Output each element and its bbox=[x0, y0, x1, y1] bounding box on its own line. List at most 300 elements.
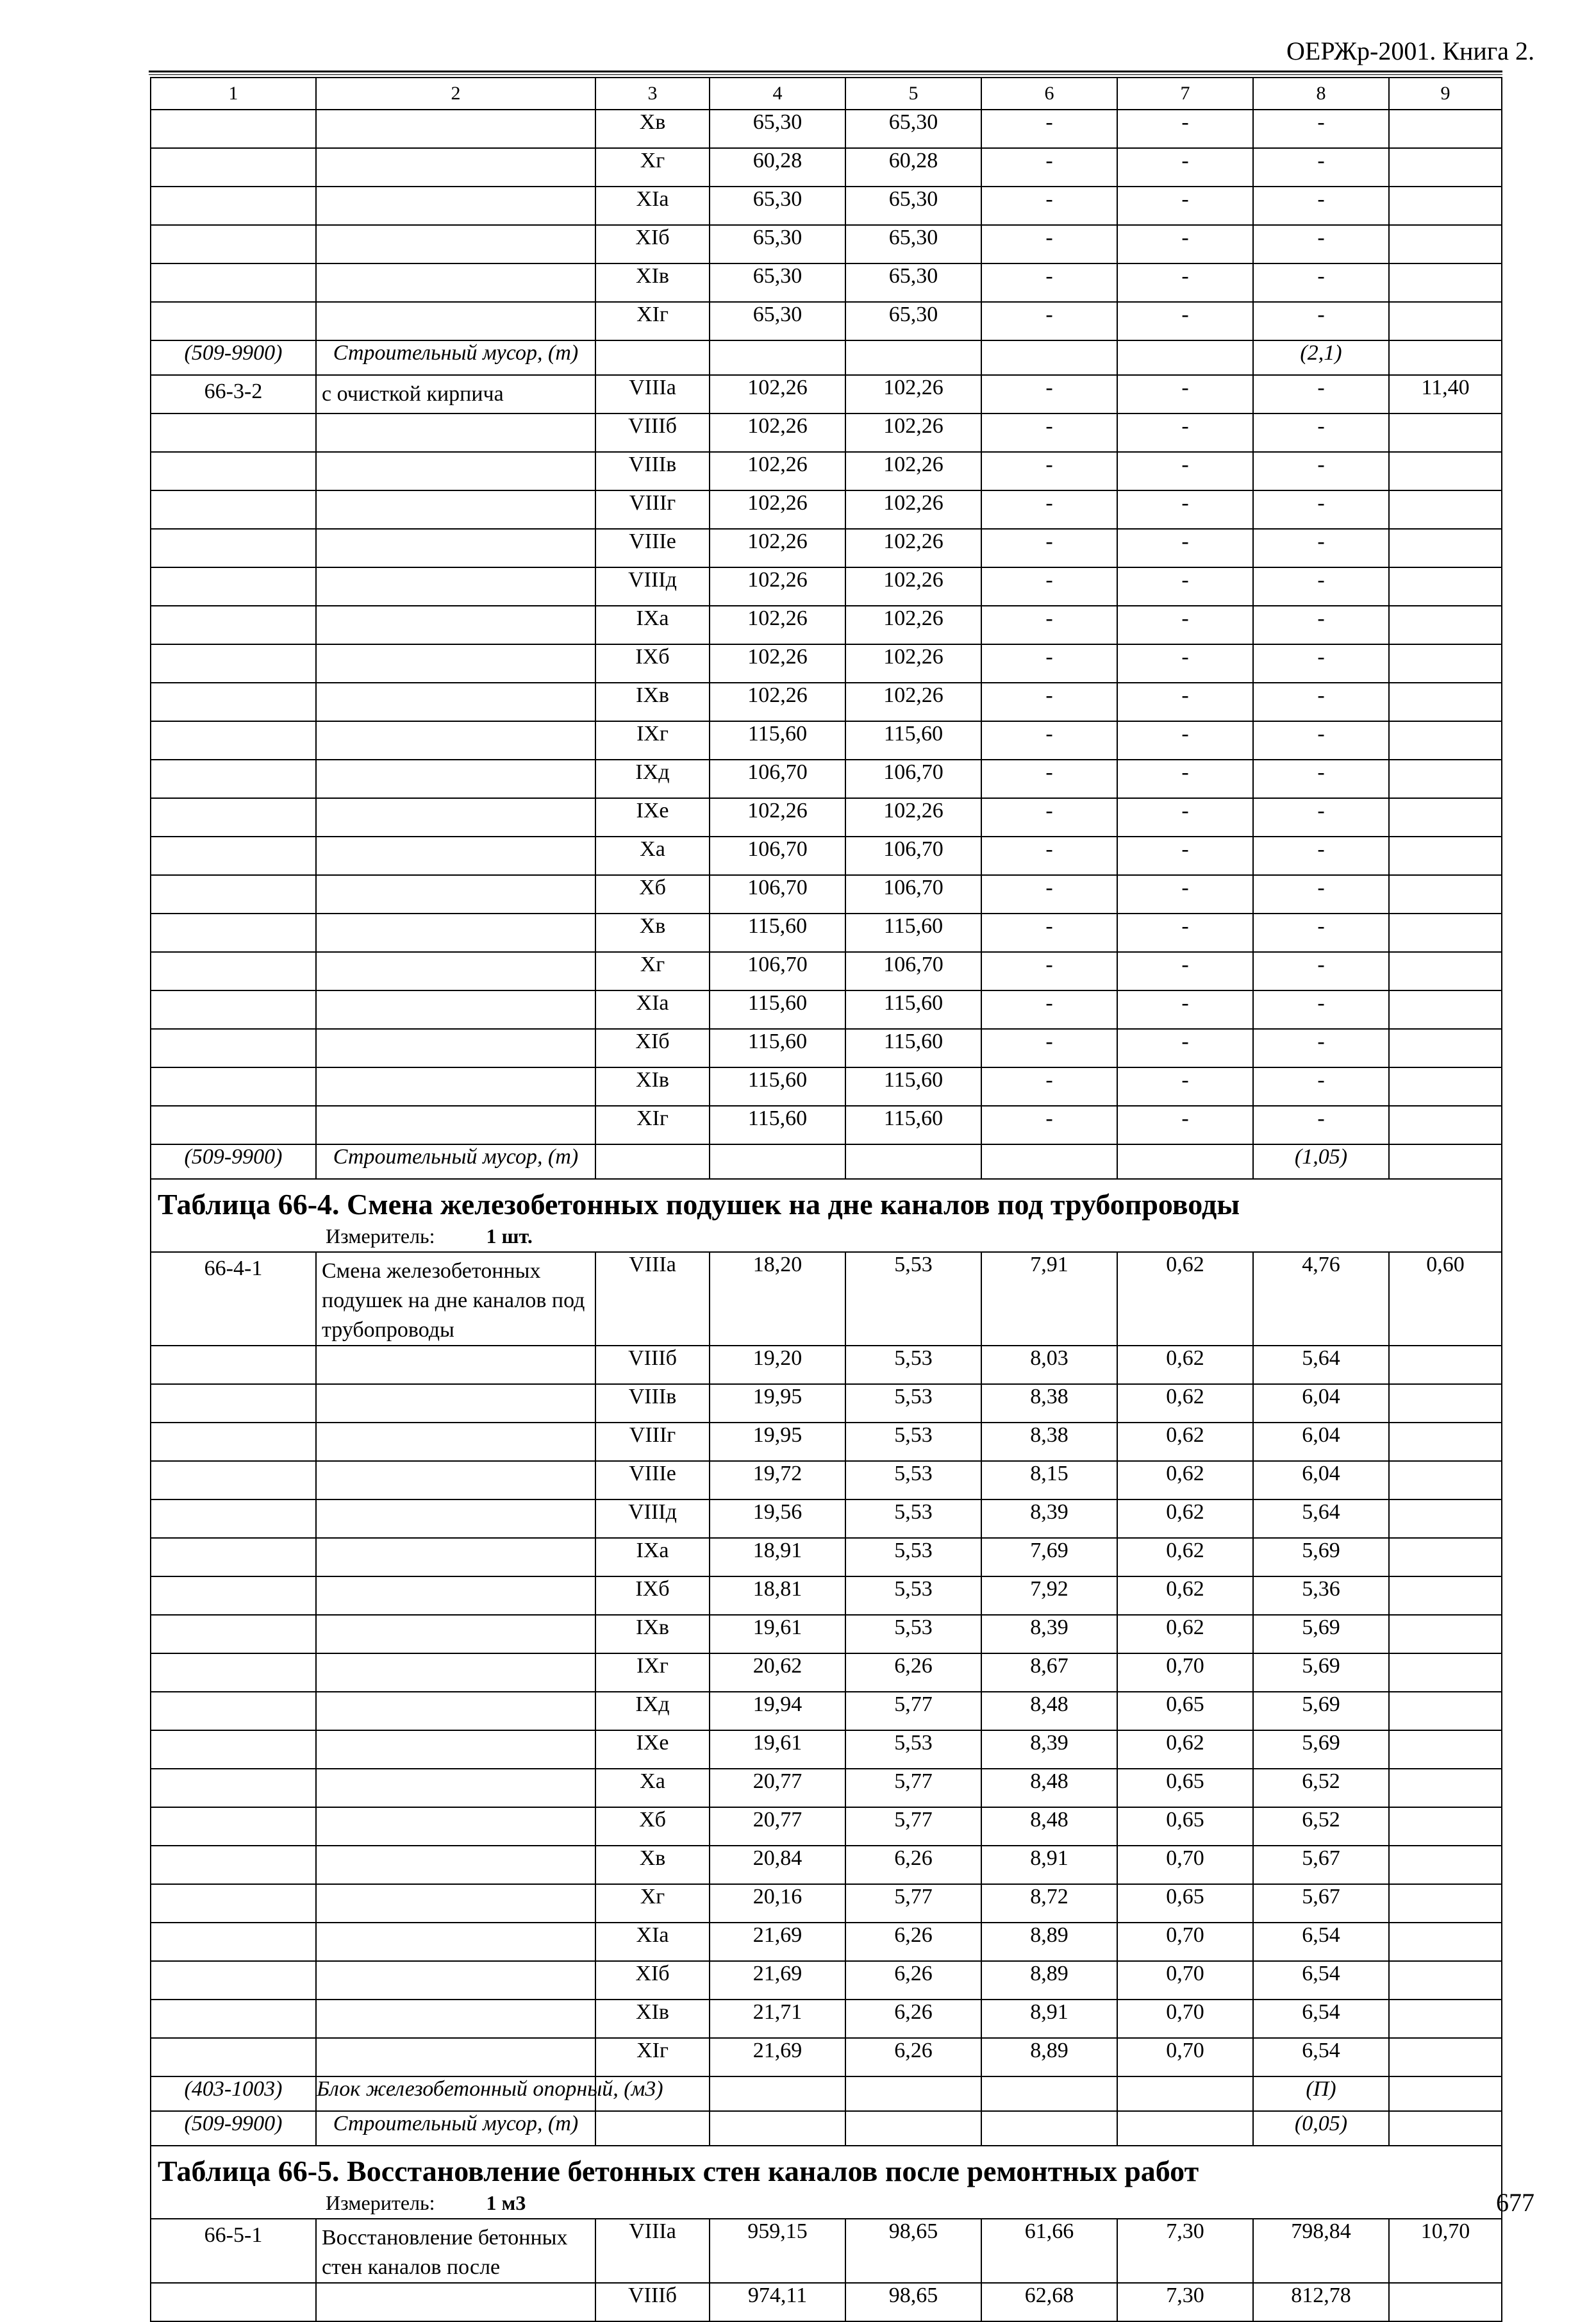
table-row bbox=[151, 1923, 1502, 1961]
value-cell: 102,26 bbox=[845, 413, 981, 452]
value-cell: 19,72 bbox=[710, 1461, 845, 1499]
value-cell: - bbox=[1253, 644, 1389, 683]
description-cell bbox=[316, 263, 595, 302]
value-cell: - bbox=[1117, 187, 1253, 225]
zone-cell: XIв bbox=[595, 263, 710, 302]
value-cell: - bbox=[981, 798, 1117, 837]
value-cell: 5,53 bbox=[845, 1538, 981, 1576]
value-cell: 102,26 bbox=[710, 683, 845, 721]
table-row bbox=[151, 1769, 1502, 1807]
value-cell: 6,26 bbox=[845, 2000, 981, 2038]
zone-cell: IXб bbox=[595, 644, 710, 683]
value-cell: 106,70 bbox=[710, 837, 845, 875]
table-row bbox=[151, 529, 1502, 567]
empty-cell bbox=[710, 2076, 845, 2111]
col9-cell bbox=[1389, 644, 1502, 683]
col9-cell bbox=[1389, 2111, 1502, 2146]
col9-cell bbox=[1389, 413, 1502, 452]
value-cell: 102,26 bbox=[710, 452, 845, 490]
column-number-row bbox=[151, 78, 1502, 110]
col9-cell bbox=[1389, 760, 1502, 798]
column-number-5: 5 bbox=[845, 78, 981, 110]
col9-cell bbox=[1389, 529, 1502, 567]
value-cell: 959,15 bbox=[710, 2219, 845, 2283]
value-cell: 5,67 bbox=[1253, 1846, 1389, 1884]
empty-cell bbox=[845, 1144, 981, 1179]
col9-cell bbox=[1389, 490, 1502, 529]
value-cell: 0,62 bbox=[1117, 1384, 1253, 1423]
code-cell bbox=[151, 952, 316, 990]
table-row bbox=[151, 1961, 1502, 2000]
value-cell: 0,62 bbox=[1117, 1538, 1253, 1576]
page-header-title: ОЕРЖр-2001. Книга 2. bbox=[1286, 37, 1534, 65]
code-cell bbox=[151, 1029, 316, 1067]
zone-cell: IXе bbox=[595, 1730, 710, 1769]
empty-cell bbox=[845, 340, 981, 375]
col9-cell bbox=[1389, 1653, 1502, 1692]
value-cell: - bbox=[1117, 1067, 1253, 1106]
value-cell: 65,30 bbox=[710, 225, 845, 263]
col9-cell bbox=[1389, 148, 1502, 187]
col9-cell: 11,40 bbox=[1389, 375, 1502, 413]
col9-cell bbox=[1389, 340, 1502, 375]
value-cell: - bbox=[1253, 225, 1389, 263]
empty-cell bbox=[1117, 340, 1253, 375]
empty-cell bbox=[710, 2111, 845, 2146]
value-cell: 8,48 bbox=[981, 1692, 1117, 1730]
table-row bbox=[151, 683, 1502, 721]
value-cell: 8,67 bbox=[981, 1653, 1117, 1692]
zone-cell: VIIIе bbox=[595, 529, 710, 567]
value-cell: 6,52 bbox=[1253, 1807, 1389, 1846]
value-cell: 106,70 bbox=[710, 760, 845, 798]
description-cell: Восстановление бетонных стен каналов после bbox=[316, 2219, 595, 2283]
code-cell bbox=[151, 1423, 316, 1461]
value-cell: - bbox=[1117, 225, 1253, 263]
table-row bbox=[151, 1384, 1502, 1423]
zone-cell: IXг bbox=[595, 1653, 710, 1692]
empty-cell bbox=[710, 340, 845, 375]
value-cell: 0,70 bbox=[1117, 2038, 1253, 2076]
value-cell: - bbox=[1253, 567, 1389, 606]
value-cell: 6,04 bbox=[1253, 1423, 1389, 1461]
table-row bbox=[151, 2000, 1502, 2038]
code-cell bbox=[151, 148, 316, 187]
col9-cell bbox=[1389, 606, 1502, 644]
description-cell bbox=[316, 567, 595, 606]
value-cell: 65,30 bbox=[845, 302, 981, 340]
zone-cell: XIв bbox=[595, 2000, 710, 2038]
zone-cell: VIIIе bbox=[595, 1461, 710, 1499]
value-cell: 19,61 bbox=[710, 1730, 845, 1769]
value-cell: - bbox=[1253, 721, 1389, 760]
value-cell: - bbox=[981, 529, 1117, 567]
table-row bbox=[151, 952, 1502, 990]
table-row bbox=[151, 1692, 1502, 1730]
value-cell: 7,69 bbox=[981, 1538, 1117, 1576]
zone-cell: IXе bbox=[595, 798, 710, 837]
code-cell bbox=[151, 875, 316, 914]
value-cell: 106,70 bbox=[845, 875, 981, 914]
value-cell: 102,26 bbox=[845, 529, 981, 567]
value-cell: - bbox=[1117, 683, 1253, 721]
zone-cell: Xг bbox=[595, 1884, 710, 1923]
value-cell: 106,70 bbox=[845, 760, 981, 798]
value-cell: 6,54 bbox=[1253, 1961, 1389, 2000]
value-cell: 5,69 bbox=[1253, 1730, 1389, 1769]
empty-cell bbox=[1117, 1144, 1253, 1179]
value-cell: - bbox=[1117, 990, 1253, 1029]
value-cell: 0,65 bbox=[1117, 1692, 1253, 1730]
value-cell: 102,26 bbox=[845, 644, 981, 683]
table-row bbox=[151, 225, 1502, 263]
value-cell: 8,48 bbox=[981, 1769, 1117, 1807]
description-cell bbox=[316, 644, 595, 683]
value-cell: 6,52 bbox=[1253, 1769, 1389, 1807]
value-cell: 0,62 bbox=[1117, 1499, 1253, 1538]
measurement-label: Измеритель: bbox=[326, 1224, 435, 1248]
code-cell bbox=[151, 1730, 316, 1769]
section-header bbox=[151, 2146, 1502, 2219]
col9-cell bbox=[1389, 1615, 1502, 1653]
description-cell bbox=[316, 1653, 595, 1692]
value-cell: 0,65 bbox=[1117, 1884, 1253, 1923]
col9-cell bbox=[1389, 798, 1502, 837]
value-cell: 21,69 bbox=[710, 1961, 845, 2000]
table-row bbox=[151, 1576, 1502, 1615]
value-cell: 6,04 bbox=[1253, 1384, 1389, 1423]
value-cell: 6,26 bbox=[845, 1923, 981, 1961]
description-cell bbox=[316, 721, 595, 760]
value-cell: 0,70 bbox=[1117, 1961, 1253, 2000]
value-cell: 21,69 bbox=[710, 1923, 845, 1961]
section-header bbox=[151, 1179, 1502, 1252]
value-cell: 20,62 bbox=[710, 1653, 845, 1692]
code-cell bbox=[151, 2283, 316, 2321]
value-cell: - bbox=[981, 952, 1117, 990]
table-row bbox=[151, 1499, 1502, 1538]
value-cell: - bbox=[1253, 529, 1389, 567]
empty-cell bbox=[981, 2076, 1117, 2111]
value-cell: - bbox=[1253, 148, 1389, 187]
value-cell: 5,77 bbox=[845, 1884, 981, 1923]
col9-cell bbox=[1389, 1576, 1502, 1615]
value-cell: - bbox=[1253, 263, 1389, 302]
table-row bbox=[151, 1029, 1502, 1067]
col9-cell bbox=[1389, 952, 1502, 990]
value-cell: 102,26 bbox=[710, 413, 845, 452]
value-cell: 8,89 bbox=[981, 1961, 1117, 2000]
value-cell: 21,71 bbox=[710, 2000, 845, 2038]
description-cell bbox=[316, 1029, 595, 1067]
column-number-4: 4 bbox=[710, 78, 845, 110]
value-cell: 7,92 bbox=[981, 1576, 1117, 1615]
value-cell: - bbox=[981, 302, 1117, 340]
column-number-6: 6 bbox=[981, 78, 1117, 110]
col9-cell bbox=[1389, 1384, 1502, 1423]
value-cell: - bbox=[981, 187, 1117, 225]
value-cell: 115,60 bbox=[710, 1029, 845, 1067]
value-cell: 102,26 bbox=[845, 452, 981, 490]
zone-cell: VIIIв bbox=[595, 452, 710, 490]
zone-cell: VIIIб bbox=[595, 413, 710, 452]
value-cell: 5,53 bbox=[845, 1730, 981, 1769]
value-cell: - bbox=[1253, 606, 1389, 644]
table-row bbox=[151, 875, 1502, 914]
code-cell bbox=[151, 225, 316, 263]
value-cell: 5,64 bbox=[1253, 1346, 1389, 1384]
table-row bbox=[151, 2283, 1502, 2321]
zone-cell: XIв bbox=[595, 1067, 710, 1106]
norms-table bbox=[150, 77, 1502, 2322]
table-row bbox=[151, 1653, 1502, 1692]
code-cell bbox=[151, 990, 316, 1029]
material-code: (509-9900) bbox=[151, 340, 316, 375]
value-cell: 0,62 bbox=[1117, 1346, 1253, 1384]
col9-cell bbox=[1389, 225, 1502, 263]
zone-cell: IXб bbox=[595, 1576, 710, 1615]
value-cell: - bbox=[1117, 567, 1253, 606]
description-cell: с очисткой кирпича bbox=[316, 375, 595, 413]
table-row bbox=[151, 1461, 1502, 1499]
value-cell: - bbox=[1253, 490, 1389, 529]
col9-cell bbox=[1389, 567, 1502, 606]
description-cell bbox=[316, 452, 595, 490]
value-cell: 5,53 bbox=[845, 1461, 981, 1499]
zone-cell: IXв bbox=[595, 683, 710, 721]
value-cell: 0,70 bbox=[1117, 1846, 1253, 1884]
table-row bbox=[151, 1846, 1502, 1884]
table-row bbox=[151, 375, 1502, 413]
value-cell: - bbox=[1253, 760, 1389, 798]
description-cell bbox=[316, 1576, 595, 1615]
description-cell bbox=[316, 2000, 595, 2038]
zone-cell: Xб bbox=[595, 875, 710, 914]
code-cell bbox=[151, 1538, 316, 1576]
col9-cell bbox=[1389, 1730, 1502, 1769]
zone-cell: VIIIа bbox=[595, 375, 710, 413]
description-cell bbox=[316, 990, 595, 1029]
measurement-unit bbox=[158, 1223, 1501, 1249]
value-cell: 65,30 bbox=[845, 187, 981, 225]
value-cell: - bbox=[1253, 952, 1389, 990]
value-cell: 102,26 bbox=[845, 606, 981, 644]
zone-cell: XIа bbox=[595, 187, 710, 225]
zone-cell: XIг bbox=[595, 2038, 710, 2076]
description-cell bbox=[316, 1961, 595, 2000]
table-row bbox=[151, 263, 1502, 302]
table-row bbox=[151, 148, 1502, 187]
value-cell: 0,70 bbox=[1117, 1653, 1253, 1692]
value-cell: 115,60 bbox=[845, 914, 981, 952]
value-cell: 65,30 bbox=[710, 110, 845, 148]
value-cell: 5,53 bbox=[845, 1615, 981, 1653]
zone-cell: XIб bbox=[595, 1029, 710, 1067]
value-cell: - bbox=[1117, 490, 1253, 529]
code-cell bbox=[151, 1653, 316, 1692]
value-cell: - bbox=[1117, 110, 1253, 148]
value-cell: - bbox=[1253, 110, 1389, 148]
description-cell bbox=[316, 302, 595, 340]
zone-cell: IXв bbox=[595, 1615, 710, 1653]
col9-cell bbox=[1389, 1769, 1502, 1807]
description-cell bbox=[316, 1106, 595, 1144]
code-cell bbox=[151, 2000, 316, 2038]
value-cell: - bbox=[1253, 452, 1389, 490]
col9-cell bbox=[1389, 683, 1502, 721]
value-cell: 102,26 bbox=[845, 567, 981, 606]
description-cell bbox=[316, 1692, 595, 1730]
column-number-1: 1 bbox=[151, 78, 316, 110]
value-cell: 19,95 bbox=[710, 1423, 845, 1461]
column-number-9: 9 bbox=[1389, 78, 1502, 110]
code-cell bbox=[151, 606, 316, 644]
value-cell: - bbox=[1117, 875, 1253, 914]
table-row bbox=[151, 798, 1502, 837]
empty-cell bbox=[845, 2076, 981, 2111]
zone-cell: VIIIг bbox=[595, 1423, 710, 1461]
code-cell: 66-4-1 bbox=[151, 1252, 316, 1346]
table-row bbox=[151, 1615, 1502, 1653]
code-cell bbox=[151, 837, 316, 875]
value-cell: - bbox=[1117, 721, 1253, 760]
value-cell: 115,60 bbox=[845, 1067, 981, 1106]
empty-cell bbox=[981, 1144, 1117, 1179]
description-cell bbox=[316, 2283, 595, 2321]
col9-cell bbox=[1389, 2076, 1502, 2111]
value-cell: 115,60 bbox=[710, 990, 845, 1029]
description-cell bbox=[316, 1384, 595, 1423]
value-cell: 798,84 bbox=[1253, 2219, 1389, 2283]
description-cell bbox=[316, 1923, 595, 1961]
value-cell: - bbox=[1117, 837, 1253, 875]
value-cell: 115,60 bbox=[845, 721, 981, 760]
zone-cell: XIб bbox=[595, 225, 710, 263]
code-cell bbox=[151, 1346, 316, 1384]
section-title: Таблица 66-4. Смена железобетонных подушек на дне каналов под трубопроводы bbox=[158, 1188, 1240, 1221]
value-cell: 5,77 bbox=[845, 1692, 981, 1730]
code-cell bbox=[151, 1576, 316, 1615]
value-cell: 20,16 bbox=[710, 1884, 845, 1923]
zone-cell: Xв bbox=[595, 1846, 710, 1884]
col9-cell bbox=[1389, 1807, 1502, 1846]
value-cell: 102,26 bbox=[845, 490, 981, 529]
value-cell: 6,04 bbox=[1253, 1461, 1389, 1499]
material-value: (2,1) bbox=[1253, 340, 1389, 375]
value-cell: - bbox=[1117, 1106, 1253, 1144]
table-row bbox=[151, 187, 1502, 225]
table-row bbox=[151, 914, 1502, 952]
description-cell: Смена железобетонных подушек на дне каналов под трубопроводы bbox=[316, 1252, 595, 1346]
code-cell bbox=[151, 302, 316, 340]
table-row bbox=[151, 1252, 1502, 1346]
col9-cell bbox=[1389, 1106, 1502, 1144]
value-cell: - bbox=[981, 225, 1117, 263]
zone-cell: VIIIд bbox=[595, 1499, 710, 1538]
value-cell: 8,48 bbox=[981, 1807, 1117, 1846]
code-cell bbox=[151, 452, 316, 490]
empty-cell bbox=[981, 340, 1117, 375]
zone-cell: VIIIа bbox=[595, 1252, 710, 1346]
col9-cell bbox=[1389, 1423, 1502, 1461]
value-cell: - bbox=[981, 875, 1117, 914]
table-row bbox=[151, 2038, 1502, 2076]
code-cell bbox=[151, 187, 316, 225]
value-cell: 8,89 bbox=[981, 1923, 1117, 1961]
zone-cell: IXа bbox=[595, 1538, 710, 1576]
material-name: Блок железобетонный опорный, (м3) bbox=[316, 2076, 595, 2111]
description-cell bbox=[316, 914, 595, 952]
value-cell: 6,26 bbox=[845, 1846, 981, 1884]
description-cell bbox=[316, 1423, 595, 1461]
value-cell: 5,69 bbox=[1253, 1538, 1389, 1576]
value-cell: - bbox=[1253, 990, 1389, 1029]
value-cell: - bbox=[1117, 760, 1253, 798]
value-cell: 8,91 bbox=[981, 2000, 1117, 2038]
description-cell bbox=[316, 875, 595, 914]
zone-cell: VIIIа bbox=[595, 2219, 710, 2283]
material-value: (0,05) bbox=[1253, 2111, 1389, 2146]
col9-cell bbox=[1389, 1846, 1502, 1884]
col9-cell bbox=[1389, 2038, 1502, 2076]
column-number-7: 7 bbox=[1117, 78, 1253, 110]
value-cell: 8,72 bbox=[981, 1884, 1117, 1923]
material-name: Строительный мусор, (т) bbox=[316, 340, 595, 375]
col9-cell bbox=[1389, 1029, 1502, 1067]
description-cell bbox=[316, 1538, 595, 1576]
table-row bbox=[151, 644, 1502, 683]
value-cell: 8,39 bbox=[981, 1499, 1117, 1538]
description-cell bbox=[316, 1346, 595, 1384]
value-cell: - bbox=[981, 683, 1117, 721]
material-name: Строительный мусор, (т) bbox=[316, 2111, 595, 2146]
description-cell bbox=[316, 1730, 595, 1769]
value-cell: 102,26 bbox=[845, 375, 981, 413]
value-cell: 102,26 bbox=[710, 798, 845, 837]
code-cell bbox=[151, 413, 316, 452]
value-cell: - bbox=[981, 644, 1117, 683]
table-row bbox=[151, 1884, 1502, 1923]
value-cell: 62,68 bbox=[981, 2283, 1117, 2321]
value-cell: - bbox=[981, 413, 1117, 452]
value-cell: 5,53 bbox=[845, 1384, 981, 1423]
value-cell: 0,62 bbox=[1117, 1576, 1253, 1615]
code-cell bbox=[151, 1769, 316, 1807]
value-cell: - bbox=[1253, 914, 1389, 952]
value-cell: - bbox=[981, 721, 1117, 760]
zone-cell: IXа bbox=[595, 606, 710, 644]
description-cell bbox=[316, 187, 595, 225]
value-cell: 5,77 bbox=[845, 1769, 981, 1807]
value-cell: 115,60 bbox=[710, 721, 845, 760]
col9-cell bbox=[1389, 1144, 1502, 1179]
code-cell bbox=[151, 567, 316, 606]
value-cell: 115,60 bbox=[845, 990, 981, 1029]
value-cell: - bbox=[1253, 375, 1389, 413]
material-code: (403-1003) bbox=[151, 2076, 316, 2111]
value-cell: 102,26 bbox=[710, 644, 845, 683]
description-cell bbox=[316, 1499, 595, 1538]
column-number-2: 2 bbox=[316, 78, 595, 110]
description-cell bbox=[316, 1615, 595, 1653]
empty-cell bbox=[710, 1144, 845, 1179]
value-cell: 60,28 bbox=[710, 148, 845, 187]
section-header-row bbox=[151, 2146, 1502, 2219]
value-cell: 19,94 bbox=[710, 1692, 845, 1730]
code-cell bbox=[151, 529, 316, 567]
value-cell: 102,26 bbox=[710, 567, 845, 606]
zone-cell: Xг bbox=[595, 148, 710, 187]
